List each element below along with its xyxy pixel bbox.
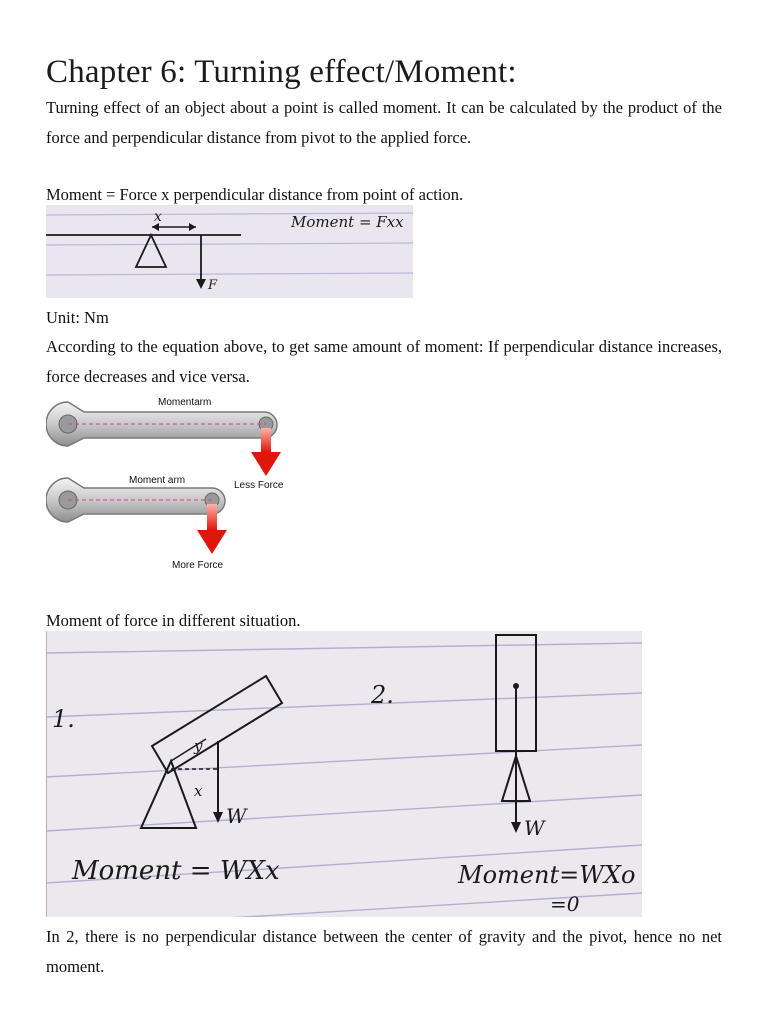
less-force-label: Less Force	[234, 480, 284, 491]
relation-paragraph: According to the equation above, to get same amount of moment: If perpendicular distance increases, force decreases and vice versa.	[46, 337, 722, 386]
case1-weight-label: W	[226, 804, 247, 828]
moment-formula: Moment = Force x perpendicular distance from point of action.	[46, 185, 464, 204]
wrench-long	[46, 402, 277, 446]
case2-number: 2.	[371, 681, 394, 709]
case1-y-label: y	[194, 737, 203, 755]
lever-equation: Moment = Fxx	[291, 213, 404, 231]
conclusion-paragraph: In 2, there is no perpendicular distance between the center of gravity and the pivot, hence no net moment.	[46, 927, 722, 976]
case2-weight-label: W	[524, 816, 545, 840]
intro-paragraph: Turning effect of an object about a point is called moment. It can be calculated by the product of the force and perpendicular distance from pivot to the applied force.	[46, 98, 722, 147]
situation-heading: Moment of force in different situation.	[46, 611, 301, 630]
page-title: Chapter 6: Turning effect/Moment:	[46, 54, 517, 90]
case1-x-label: x	[194, 782, 203, 800]
more-force-label: More Force	[172, 560, 224, 571]
wrench-diagram	[46, 390, 296, 572]
lever-diagram	[46, 205, 413, 298]
situations-diagram	[46, 631, 642, 917]
case1-equation: Moment = WXx	[72, 856, 280, 886]
case2-result: =0	[550, 892, 580, 916]
case2-equation: Moment=WXo	[458, 861, 636, 889]
unit-line: Unit: Nm	[46, 308, 109, 327]
distance-label: x	[154, 209, 162, 225]
moment-arm-label-top: Momentarm	[158, 397, 212, 408]
moment-arm-label-bottom: Moment arm	[129, 475, 186, 486]
force-label: F	[208, 278, 218, 293]
case1-number: 1.	[52, 705, 75, 733]
